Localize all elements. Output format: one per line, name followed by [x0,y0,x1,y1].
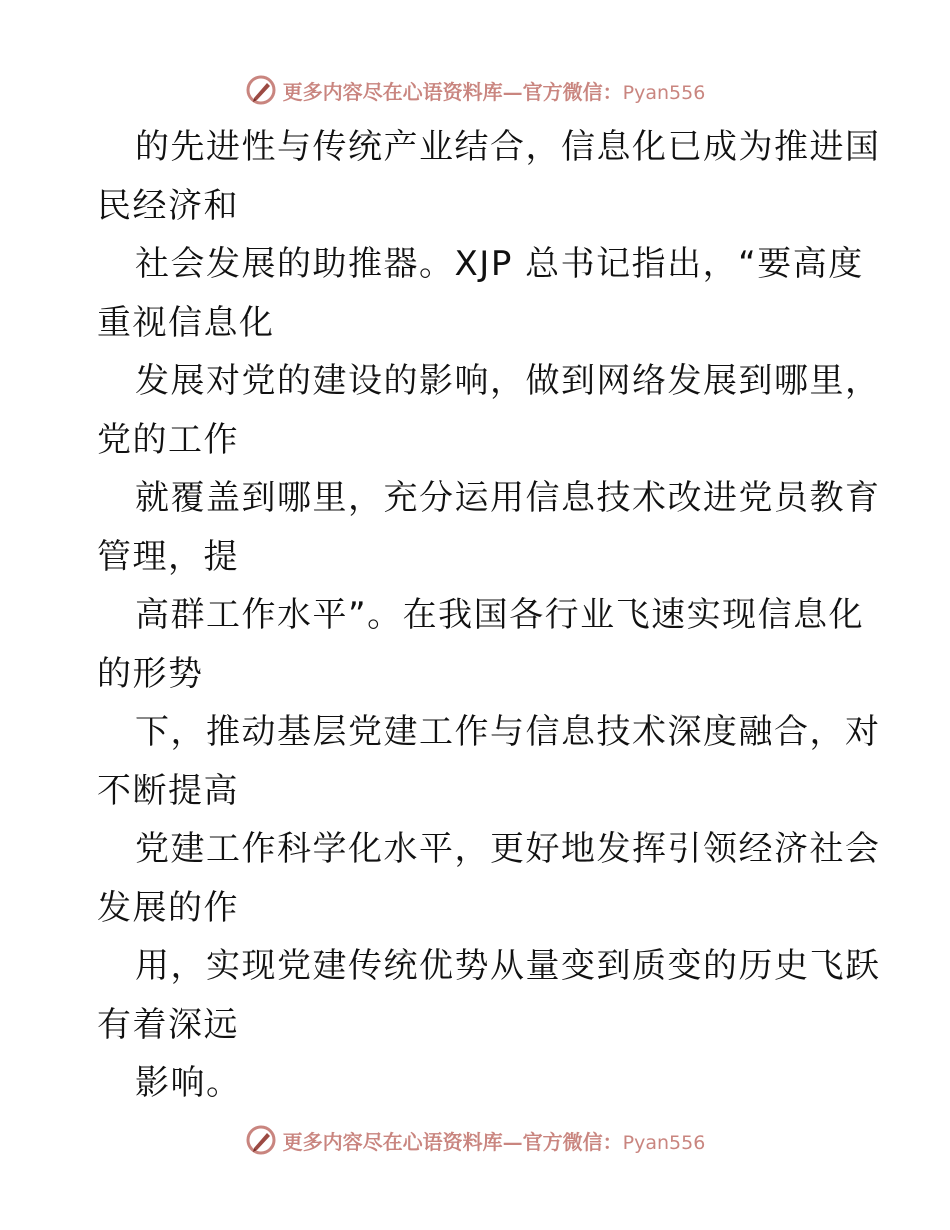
body-line: 社会发展的助推器。XJP 总书记指出，“要高度 [135,244,864,284]
document-body [97,118,881,1113]
body-line: 影响。 [135,1063,242,1103]
body-line: 不断提高 [97,770,239,811]
header-banner-text: 更多内容尽在心语资料库—官方微信：Pyan556 [282,79,706,104]
pen-seal-logo-icon [245,1124,277,1156]
body-line: 就覆盖到哪里，充分运用信息技术改进党员教育 [135,478,881,518]
body-line: 下，推动基层党建工作与信息技术深度融合，对 [135,712,881,752]
body-line: 的形势 [97,653,204,694]
body-line: 民经济和 [97,185,239,226]
body-line: 发展对党的建设的影响，做到网络发展到哪里， [135,361,881,401]
header-watermark-banner [0,70,950,110]
body-line: 发展的作 [97,887,239,928]
header-wechat-id: Pyan556 [622,81,706,104]
body-line: 党建工作科学化水平，更好地发挥引领经济社会 [135,829,881,869]
body-line: 高群工作水平”。在我国各行业飞速实现信息化 [135,595,865,635]
footer-banner-text: 更多内容尽在心语资料库—官方微信：Pyan556 [282,1129,706,1154]
body-line: 重视信息化 [97,302,275,343]
body-line: 的先进性与传统产业结合，信息化已成为推进国 [135,127,881,167]
pen-seal-logo-icon [245,74,277,106]
body-line: 用，实现党建传统优势从量变到质变的历史飞跃 [135,946,881,986]
body-line: 党的工作 [97,419,239,460]
body-line: 管理，提 [97,536,239,577]
body-line: 有着深远 [97,1004,239,1045]
footer-watermark-banner [0,1120,950,1160]
footer-wechat-id: Pyan556 [622,1131,706,1154]
